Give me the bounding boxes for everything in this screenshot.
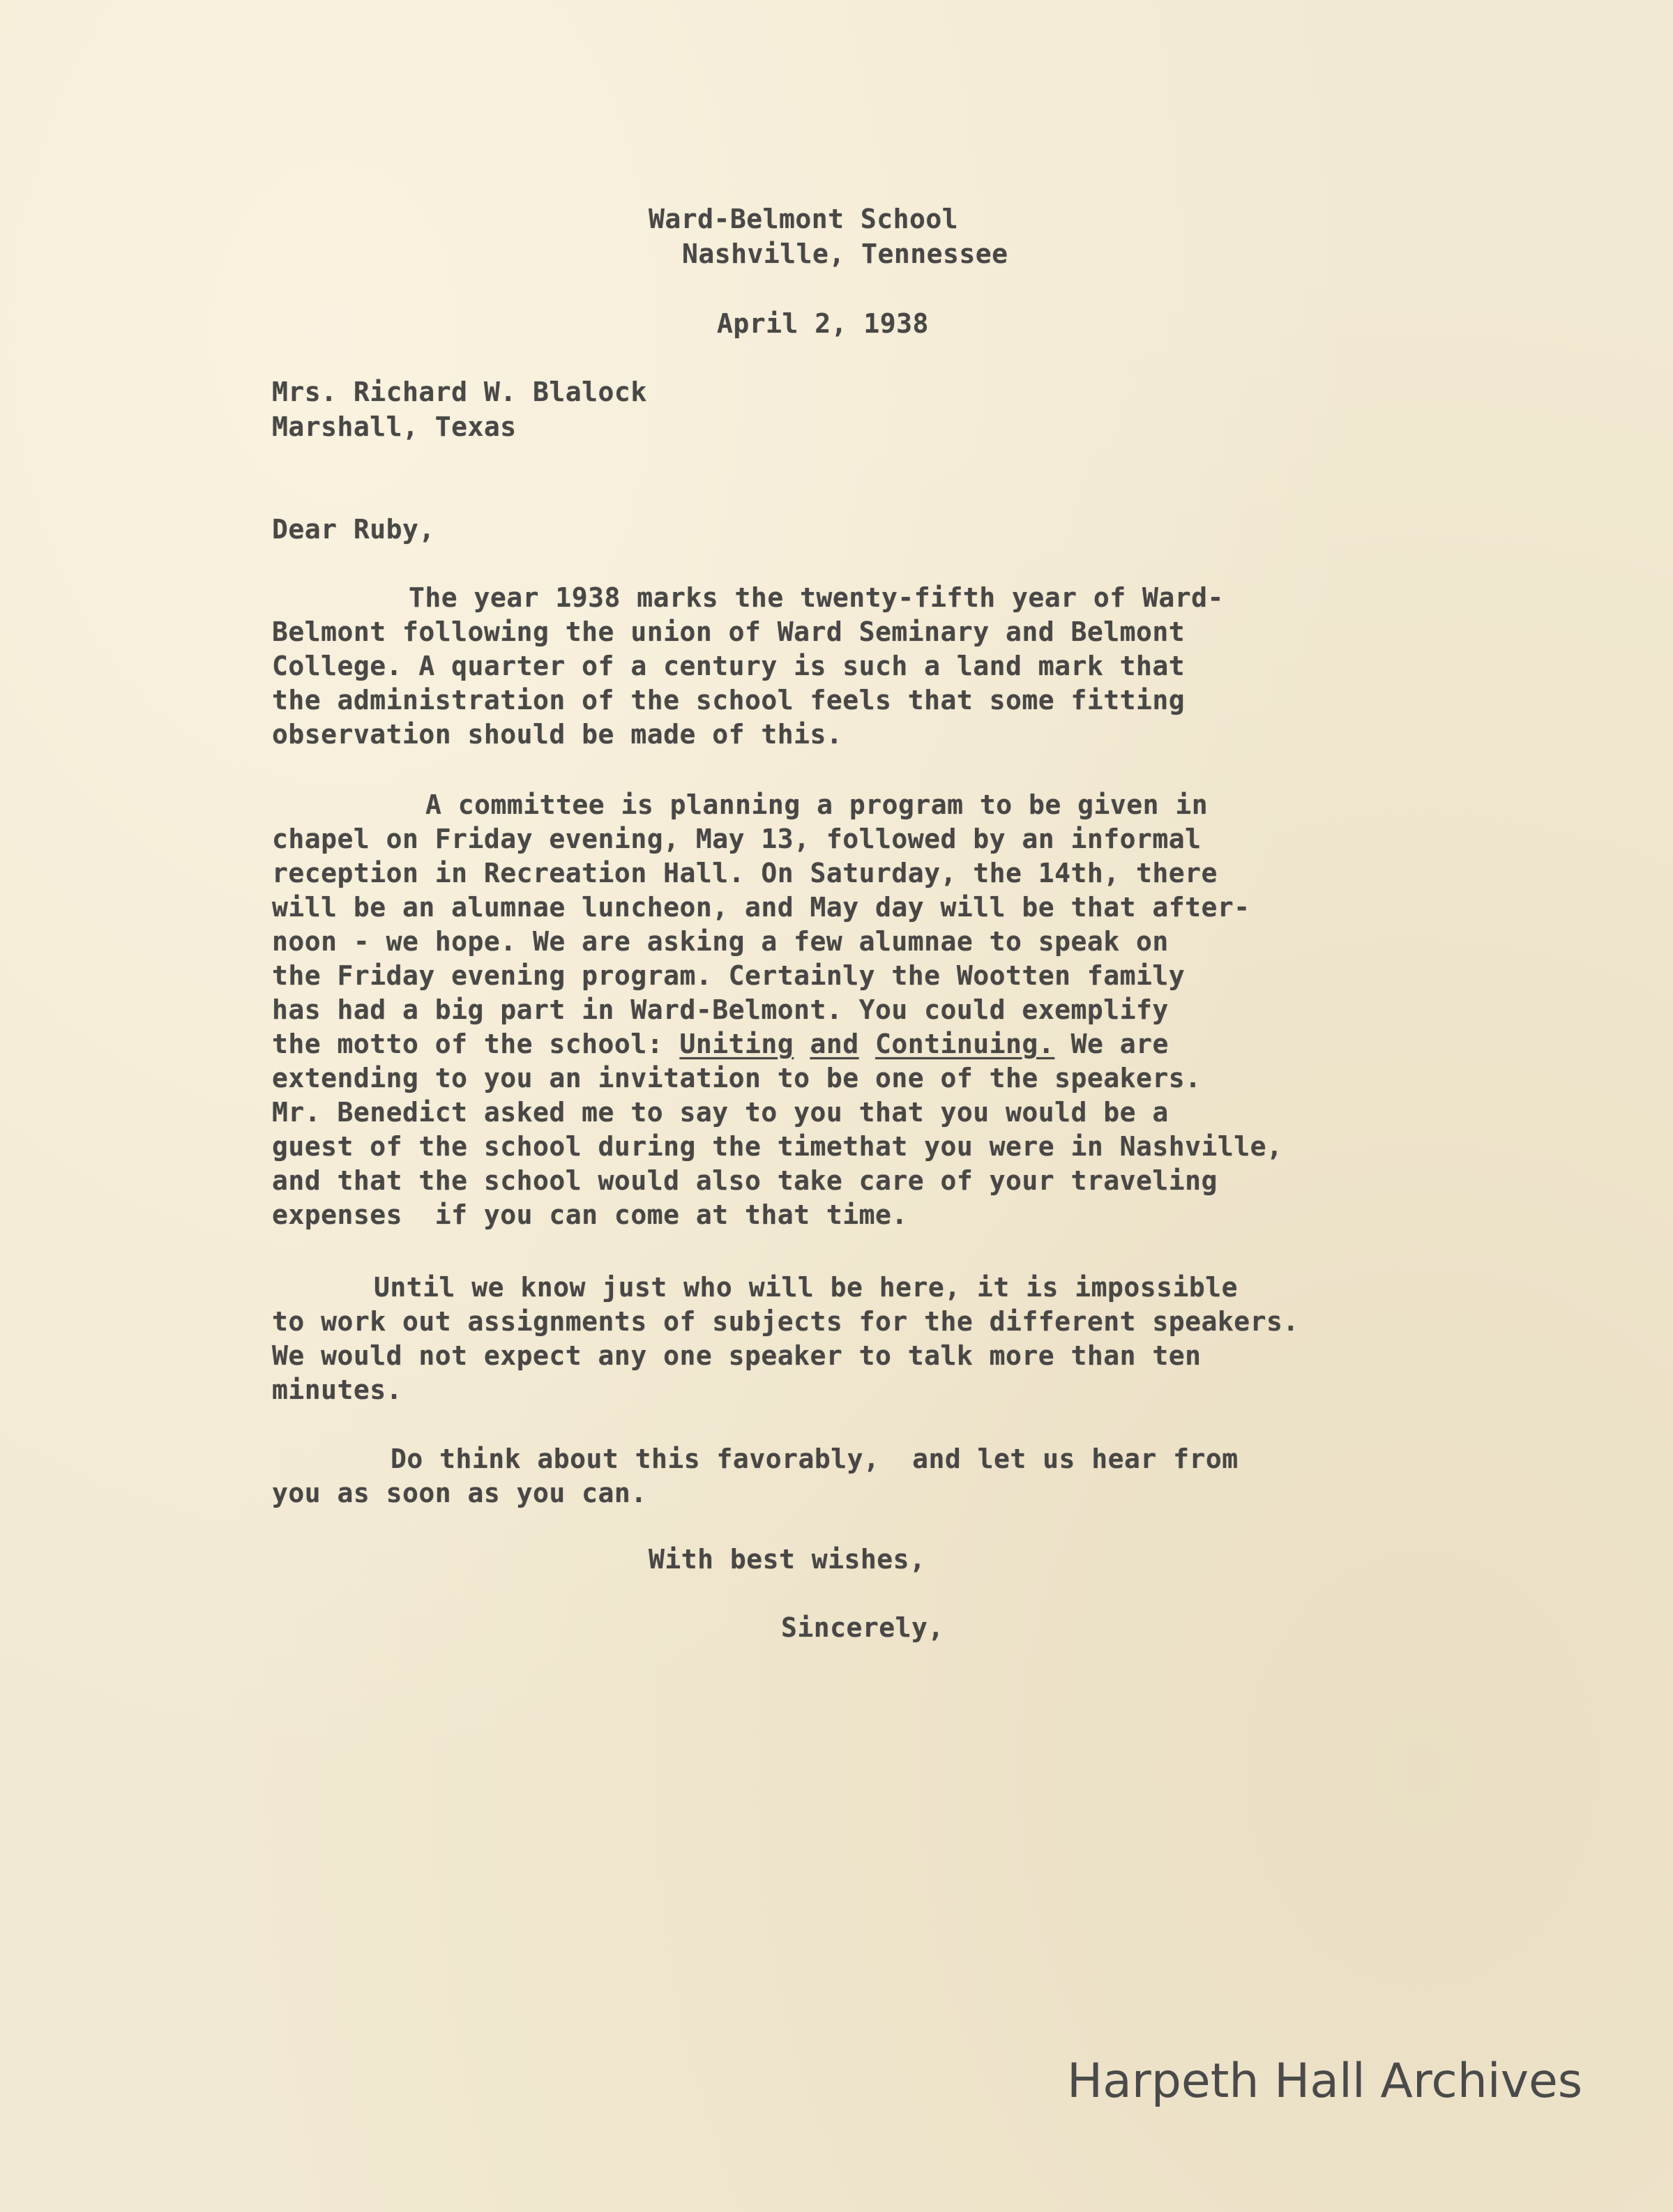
paragraph3-line: Until we know just who will be here, it is impossible [374,1272,1239,1303]
motto-uniting: Uniting [679,1029,794,1059]
paragraph2-line: will be an alumnae luncheon, and May day will be that after- [272,892,1250,923]
motto-continuing: Continuing. [875,1029,1055,1059]
paragraph1-line: The year 1938 marks the twenty-fifth year of Ward- [409,582,1224,613]
paragraph2-motto-line [272,1027,1169,1061]
paragraph3-line: minutes. [272,1374,403,1405]
recipient-name: Mrs. Richard W. Blalock [272,377,647,407]
letter-date: April 2, 1938 [717,308,929,339]
paragraph2-line: guest of the school during the timethat you were in Nashville, [272,1131,1283,1162]
paragraph2-line: noon - we hope. We are asking a few alumnae to speak on [272,926,1169,957]
paragraph2-line: Mr. Benedict asked me to say to you that you would be a [272,1097,1169,1128]
paragraph4-line: Do think about this favorably, and let us hear from [391,1444,1239,1474]
letterhead-city: Nashville, Tennessee [682,238,1008,269]
paragraph3-line: to work out assignments of subjects for the different speakers. [272,1306,1299,1337]
paragraph2-line: reception in Recreation Hall. On Saturday, the 14th, there [272,858,1218,888]
paragraph2-line: A committee is planning a program to be given in [425,789,1209,820]
paragraph1-line: College. A quarter of a century is such a land mark that [272,651,1186,681]
paragraph2-line: expenses if you can come at that time. [272,1199,908,1230]
paragraph2-line: and that the school would also take care of your traveling [272,1165,1218,1196]
paragraph3-line: We would not expect any one speaker to talk more than ten [272,1340,1202,1371]
paragraph2-line: the Friday evening program. Certainly the Wootten family [272,960,1186,991]
letterhead-school: Ward-Belmont School [649,204,959,234]
closing-sincerely: Sincerely, [781,1612,944,1643]
salutation: Dear Ruby, [272,514,435,545]
paragraph4-line: you as soon as you can. [272,1478,647,1508]
paragraph1-line: observation should be made of this. [272,719,843,750]
closing-wishes: With best wishes, [649,1544,926,1575]
archive-watermark: Harpeth Hall Archives [1067,2054,1583,2109]
paragraph2-line: has had a big part in Ward-Belmont. You could exemplify [272,994,1169,1025]
paragraph1-line: the administration of the school feels that some fitting [272,685,1186,715]
motto-prefix: the motto of the school: [272,1029,680,1059]
paragraph1-line: Belmont following the union of Ward Seminary and Belmont [272,616,1186,647]
paragraph2-line: extending to you an invitation to be one of the speakers. [272,1063,1202,1093]
motto-suffix: We are [1054,1029,1169,1059]
paragraph2-line: chapel on Friday evening, May 13, followed by an informal [272,824,1202,854]
motto-and: and [810,1029,859,1059]
recipient-city: Marshall, Texas [272,411,517,442]
